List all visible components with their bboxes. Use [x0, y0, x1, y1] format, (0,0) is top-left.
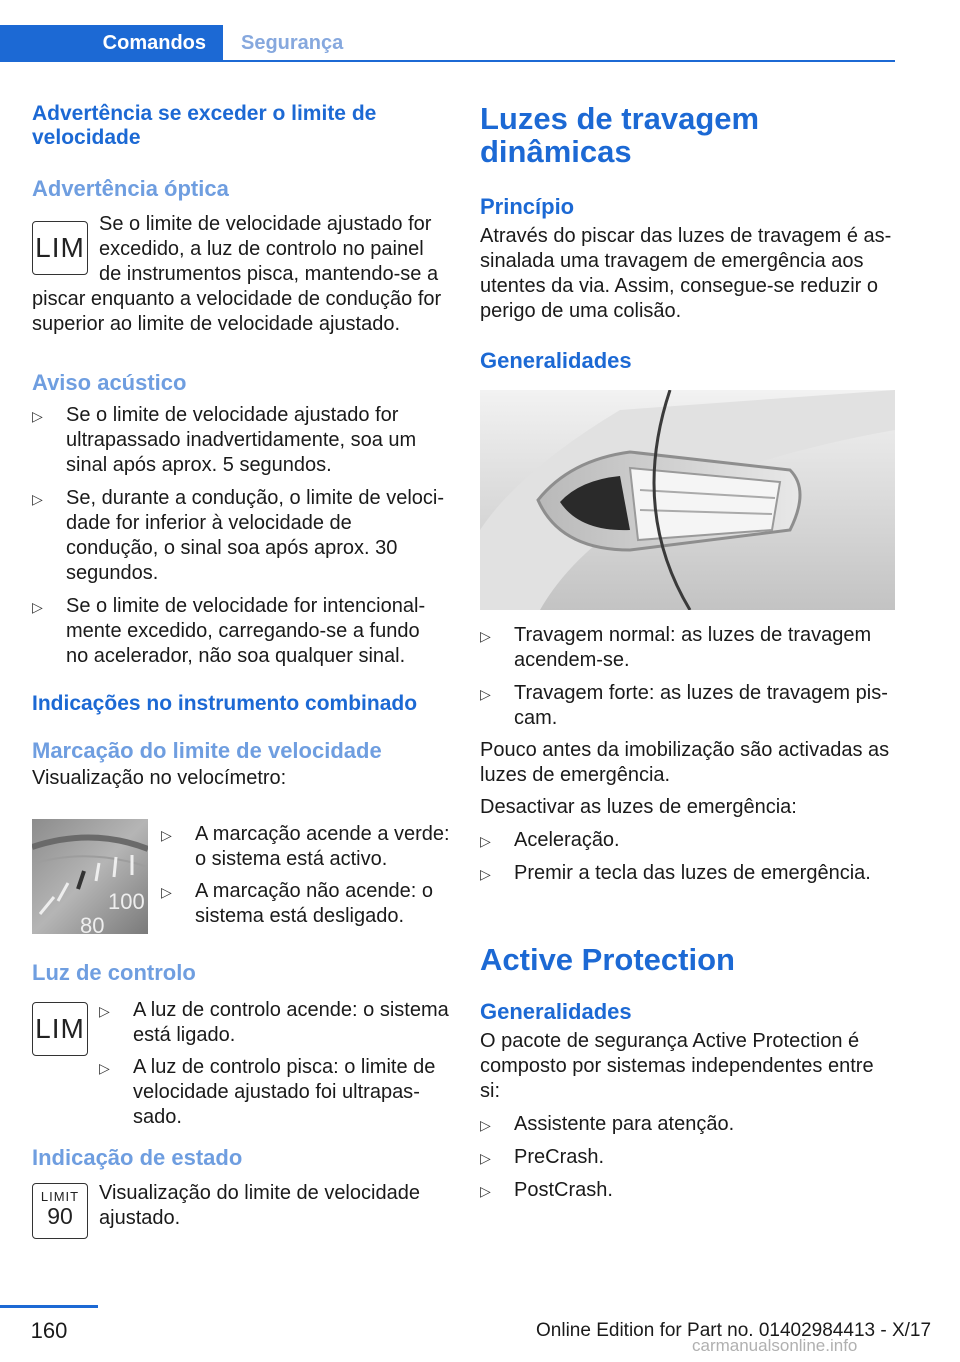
triangle-bullet-icon: ▷	[99, 1003, 110, 1019]
speedometer-image	[32, 819, 148, 938]
triangle-bullet-icon: ▷	[480, 833, 491, 849]
section-heading-speed-warning: Advertência se exceder o limite de velocidade	[32, 102, 377, 149]
triangle-bullet-icon: ▷	[161, 884, 172, 900]
hazard-lights-text: Pouco antes da imobilização são activadas as luzes de emergência.	[480, 739, 890, 786]
heading-optical-warning: Advertência óptica	[32, 176, 229, 201]
principle-text: Através do piscar das luzes de travagem é assinalada uma travagem de emergência aos utentes da via. Assim, consegue-se reduzir o perigo de uma colisão.	[480, 225, 892, 322]
heading-general: Generalidades	[480, 348, 632, 373]
tab-seguranca[interactable]: Segurança	[241, 32, 344, 54]
optical-warning-block	[32, 212, 446, 337]
triangle-bullet-icon: ▷	[480, 1117, 491, 1133]
deactivate-hazard-text: Desactivar as luzes de emergência:	[480, 796, 797, 818]
triangle-bullet-icon: ▷	[480, 628, 491, 644]
watermark-text: carmanualsonline.info	[692, 1336, 858, 1355]
heading-control-light: Luz de controlo	[32, 960, 196, 985]
lim-control-icon: LIM	[32, 1002, 88, 1056]
right-column	[480, 102, 894, 1203]
active-protection-text: O pacote de segurança Active Protection é composto por sistemas independentes entre si:	[480, 1030, 874, 1102]
tab-comandos[interactable]: Comandos	[0, 25, 223, 62]
edition-text: Online Edition for Part no. 01402984413 - X/17	[536, 1320, 932, 1341]
list-item: ▷ Travagem forte: as luzes de travagem piscam.	[480, 682, 888, 729]
triangle-bullet-icon: ▷	[480, 686, 491, 702]
triangle-bullet-icon: ▷	[32, 408, 43, 424]
brake-light-list	[480, 623, 894, 731]
heading-status-display: Indicação de estado	[32, 1145, 243, 1170]
triangle-bullet-icon: ▷	[161, 827, 172, 843]
list-item: ▷ Se o limite de velocidade for intencionalmente excedido, carregando-se a fundo no acelerador, não soa qualquer sinal.	[32, 595, 426, 667]
deactivate-hazard-list	[480, 828, 894, 886]
heading-acoustic-warning: Aviso acústico	[32, 370, 187, 395]
chapter-tabbar	[0, 25, 895, 62]
heading-general-active: Generalidades	[480, 999, 632, 1024]
heading-principle: Princípio	[480, 194, 575, 219]
lim-warning-icon: LIM	[32, 221, 88, 275]
list-item: ▷ A luz de controlo acende: o sistema está ligado.	[99, 999, 449, 1046]
limit-90-icon: LIMIT 90	[32, 1183, 88, 1239]
active-protection-list	[480, 1112, 894, 1203]
gauge-label-80: 80	[80, 913, 105, 938]
list-item: ▷ Se, durante a condução, o limite de velocidade for inferior à velocidade de condução, o sinal soa após aprox. 30 segundos.	[32, 487, 445, 584]
triangle-bullet-icon: ▷	[32, 491, 43, 507]
status-display-text: Visualização do limite de velocidade ajustado.	[99, 1182, 420, 1229]
tail-light-image	[480, 390, 895, 610]
triangle-bullet-icon: ▷	[99, 1060, 110, 1076]
heading-instrument-cluster: Indicações no instrumento combinado	[32, 692, 418, 715]
list-item: ▷ PostCrash.	[480, 1178, 894, 1203]
status-display-block	[32, 1181, 446, 1251]
speedometer-intro: Visualização no velocímetro:	[32, 767, 287, 789]
speed-mark-list	[161, 822, 451, 929]
acoustic-warning-list	[32, 403, 446, 669]
list-item: ▷ Assistente para atenção.	[480, 1112, 894, 1137]
section-heading-dynamic-brake-lights: Luzes de travagem dinâmicas	[480, 101, 760, 169]
page-number: 160	[30, 1318, 68, 1343]
list-item: ▷ Se o limite de velocidade ajustado for ultrapassado inadvertidamente, soa um sinal após aprox. 5 segundos.	[32, 404, 417, 476]
list-item: ▷ Premir a tecla das luzes de emergência.	[480, 861, 894, 886]
heading-speed-limit-mark: Marcação do limite de velocidade	[32, 738, 382, 763]
triangle-bullet-icon: ▷	[480, 1150, 491, 1166]
list-item: ▷ A marcação acende a verde: o sistema está activo.	[161, 823, 450, 870]
list-item: ▷ A luz de controlo pisca: o limite de velocidade ajustado foi ultrapassado.	[99, 1056, 436, 1128]
triangle-bullet-icon: ▷	[32, 599, 43, 615]
speed-mark-block	[32, 801, 450, 938]
optical-warning-text: Se o limite de velocidade ajustado for excedido, a luz de controlo no painel de instrumentos pisca, mantendo-se a piscar enquanto a velocidade de condução for superior ao limite de velocidade ajustado.	[32, 213, 442, 335]
gauge-label-100: 100	[108, 889, 145, 914]
control-light-block	[32, 998, 449, 1130]
list-item: ▷ Travagem normal: as luzes de travagem acendem-se.	[480, 624, 872, 671]
footer-accent-line	[0, 1305, 98, 1308]
list-item: ▷ PreCrash.	[480, 1145, 894, 1170]
list-item: ▷ Aceleração.	[480, 828, 894, 853]
triangle-bullet-icon: ▷	[480, 1183, 491, 1199]
left-column	[32, 102, 450, 1251]
control-light-list	[99, 998, 449, 1130]
triangle-bullet-icon: ▷	[480, 866, 491, 882]
section-heading-active-protection: Active Protection	[480, 942, 735, 977]
list-item: ▷ A marcação não acende: o sistema está desligado.	[161, 880, 433, 927]
